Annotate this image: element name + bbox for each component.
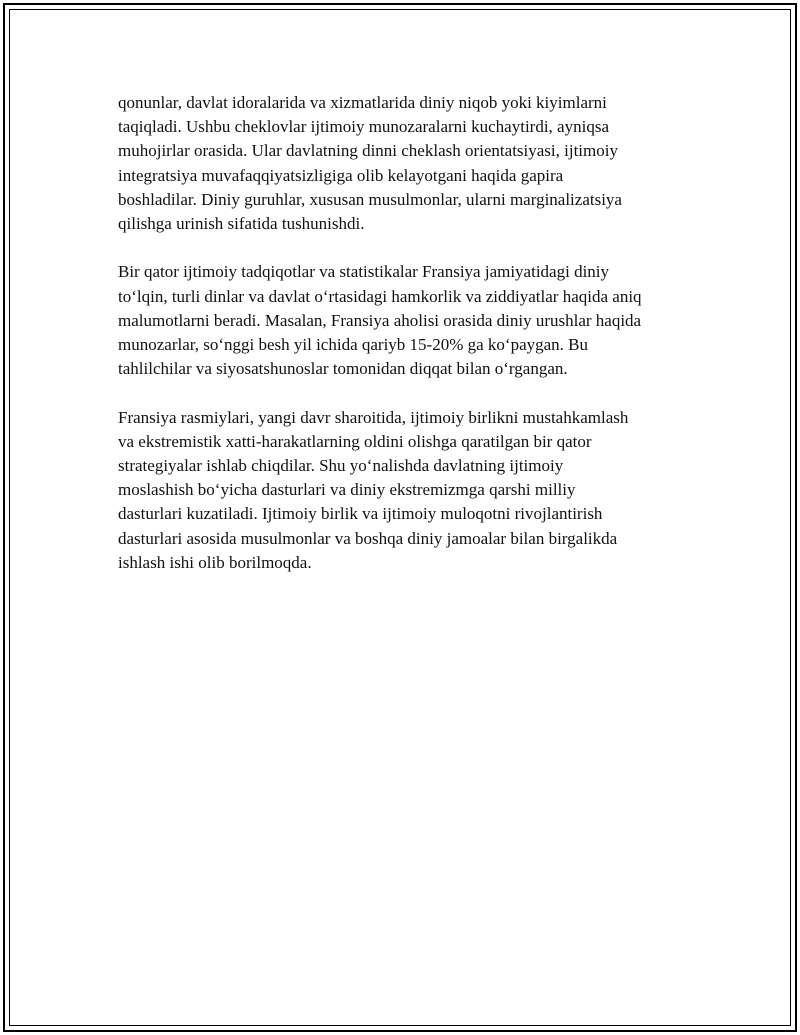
text-line: qilishga urinish sifatida tushunishdi.	[118, 214, 365, 234]
text-line: taqiqladi. Ushbu cheklovlar ijtimoiy munozaralarni kuchaytirdi, ayniqsa	[118, 117, 609, 137]
text-line: munozarlar, so‘nggi besh yil ichida qariyb 15-20% ga ko‘paygan. Bu	[118, 335, 589, 355]
text-line: ishlash ishi olib borilmoqda.	[118, 552, 312, 572]
text-line: qonunlar, davlat idoralarida va xizmatlarida diniy niqob yoki kiyimlarni	[118, 93, 607, 112]
text-line: integratsiya muvafaqqiyatsizligiga olib kelayotgani haqida gapira	[118, 165, 564, 185]
text-line: dasturlari asosida musulmonlar va boshqa diniy jamoalar bilan birgalikda	[118, 528, 618, 548]
paragraph-1	[118, 91, 698, 236]
document-body	[118, 91, 698, 599]
text-line: dasturlari kuzatiladi. Ijtimoiy birlik va ijtimoiy muloqotni rivojlantirish	[118, 504, 603, 524]
text-line: tahlilchilar va siyosatshunoslar tomonidan diqqat bilan o‘rgangan.	[118, 359, 568, 379]
text-line: Bir qator ijtimoiy tadqiqotlar va statistikalar Fransiya jamiyatidagi diniy	[118, 262, 610, 282]
text-line: malumotlarni beradi. Masalan, Fransiya aholisi orasida diniy urushlar haqida	[118, 310, 642, 330]
text-line: muhojirlar orasida. Ular davlatning dinni cheklash orientatsiyasi, ijtimoiy	[118, 141, 618, 161]
text-line: boshladilar. Diniy guruhlar, xususan musulmonlar, ularni marginalizatsiya	[118, 189, 622, 209]
text-line: strategiyalar ishlab chiqdilar. Shu yo‘nalishda davlatning ijtimoiy	[118, 456, 564, 476]
paragraph-3	[118, 406, 698, 575]
text-line: to‘lqin, turli dinlar va davlat o‘rtasidagi hamkorlik va ziddiyatlar haqida aniq	[118, 286, 642, 306]
text-line: moslashish bo‘yicha dasturlari va diniy ekstremizmga qarshi milliy	[118, 480, 576, 500]
paragraph-2	[118, 260, 698, 381]
text-line: Fransiya rasmiylari, yangi davr sharoitida, ijtimoiy birlikni mustahkamlash	[118, 407, 629, 427]
text-line: va ekstremistik xatti-harakatlarning oldini olishga qaratilgan bir qator	[118, 431, 592, 451]
